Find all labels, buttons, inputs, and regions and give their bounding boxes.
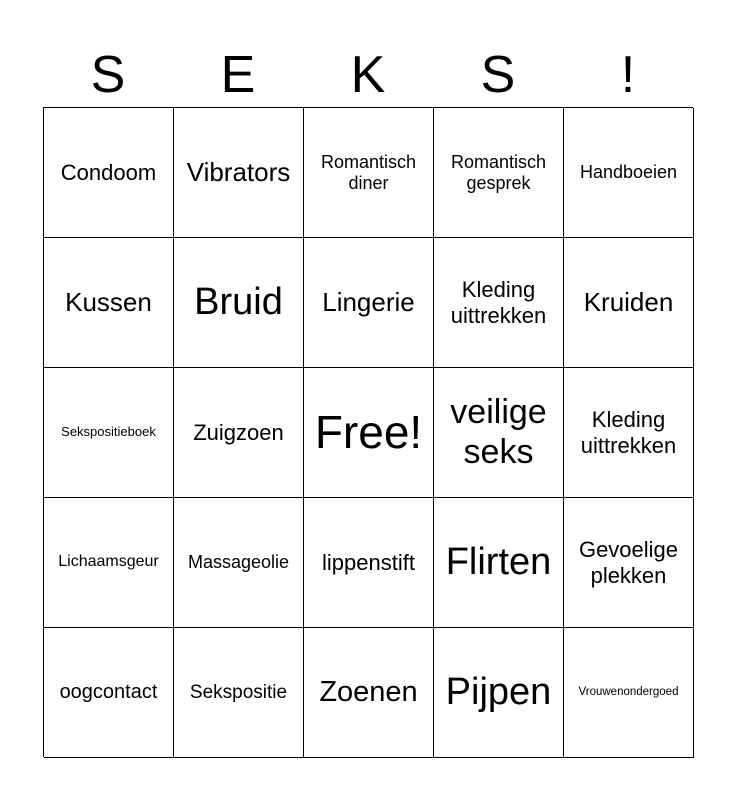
bingo-cell-r4c5[interactable]: Gevoelige plekken bbox=[564, 498, 694, 628]
bingo-cell-r4c2[interactable]: Massageolie bbox=[174, 498, 304, 628]
bingo-cell-r3c5[interactable]: Kleding uittrekken bbox=[564, 368, 694, 498]
bingo-header bbox=[43, 44, 693, 106]
bingo-cell-free[interactable]: Free! bbox=[304, 368, 434, 498]
bingo-cell-r5c3[interactable]: Zoenen bbox=[304, 628, 434, 758]
bingo-cell-r1c5[interactable]: Handboeien bbox=[564, 108, 694, 238]
bingo-cell-r1c2[interactable]: Vibrators bbox=[174, 108, 304, 238]
header-letter-s1: S bbox=[90, 46, 126, 104]
bingo-cell-r5c2[interactable]: Sekspositie bbox=[174, 628, 304, 758]
bingo-cell-r4c4[interactable]: Flirten bbox=[434, 498, 564, 628]
header-letter-k: K bbox=[350, 46, 386, 104]
bingo-cell-r1c3[interactable]: Romantisch diner bbox=[304, 108, 434, 238]
bingo-cell-r2c3[interactable]: Lingerie bbox=[304, 238, 434, 368]
bingo-cell-r2c1[interactable]: Kussen bbox=[44, 238, 174, 368]
bingo-cell-r4c3[interactable]: lippenstift bbox=[304, 498, 434, 628]
bingo-cell-r4c1[interactable]: Lichaamsgeur bbox=[44, 498, 174, 628]
header-letter-e: E bbox=[220, 46, 256, 104]
bingo-cell-r2c5[interactable]: Kruiden bbox=[564, 238, 694, 368]
bingo-cell-r5c4[interactable]: Pijpen bbox=[434, 628, 564, 758]
header-letter-s2: S bbox=[480, 46, 516, 104]
bingo-cell-r3c4[interactable]: veilige seks bbox=[434, 368, 564, 498]
bingo-cell-r5c1[interactable]: oogcontact bbox=[44, 628, 174, 758]
bingo-cell-r1c4[interactable]: Romantisch gesprek bbox=[434, 108, 564, 238]
bingo-cell-r3c2[interactable]: Zuigzoen bbox=[174, 368, 304, 498]
bingo-cell-r2c2[interactable]: Bruid bbox=[174, 238, 304, 368]
bingo-cell-r2c4[interactable]: Kleding uittrekken bbox=[434, 238, 564, 368]
bingo-cell-r5c5[interactable]: Vrouwenondergoed bbox=[564, 628, 694, 758]
header-letter-exclamation: ! bbox=[620, 46, 636, 104]
bingo-cell-r3c1[interactable]: Sekspositieboek bbox=[44, 368, 174, 498]
bingo-grid bbox=[43, 107, 693, 757]
bingo-cell-r1c1[interactable]: Condoom bbox=[44, 108, 174, 238]
